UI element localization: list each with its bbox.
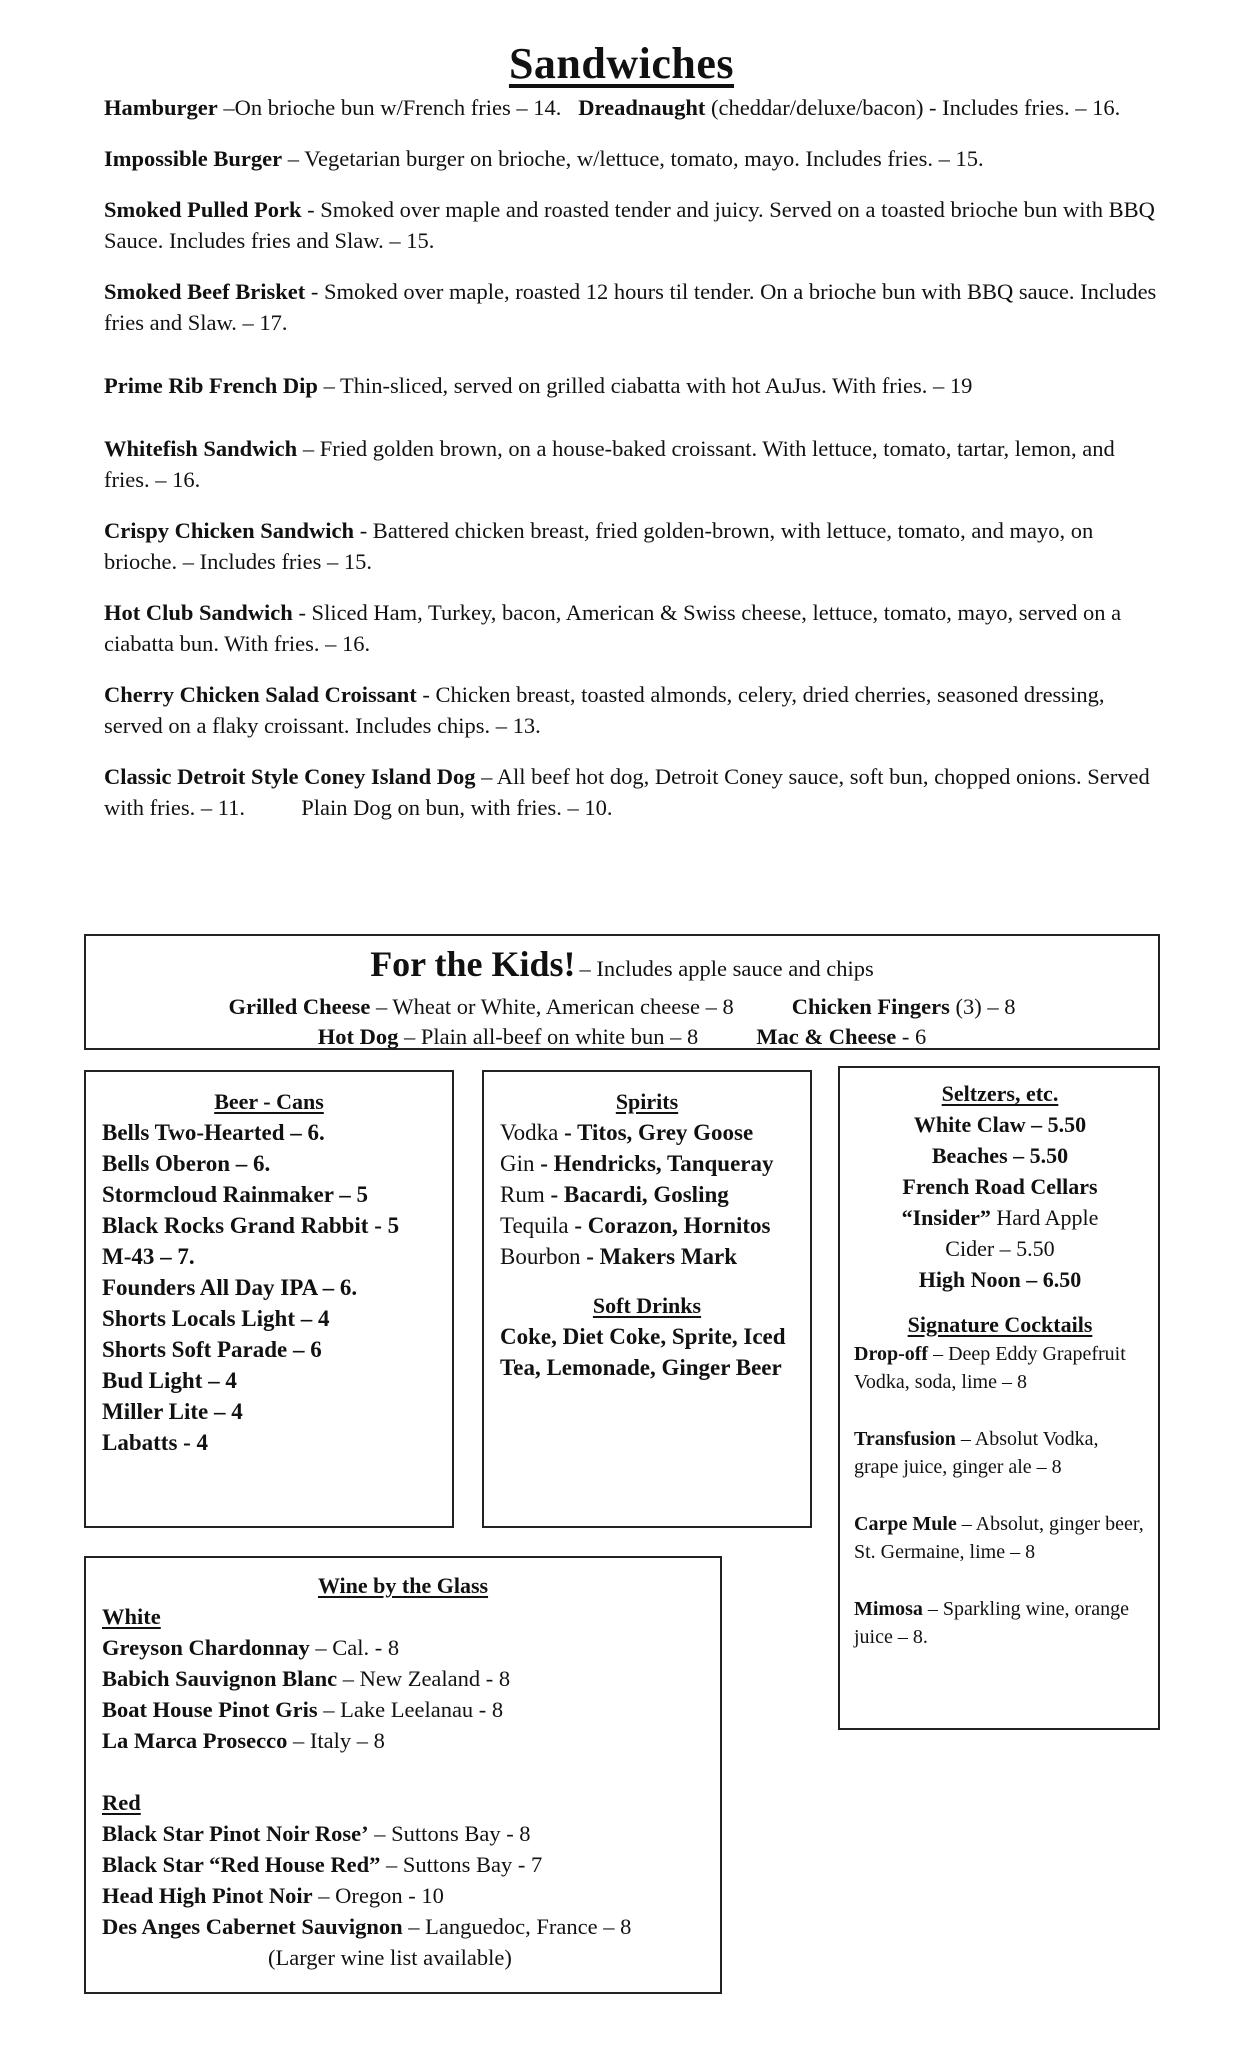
- cocktail-name: Transfusion: [854, 1428, 956, 1450]
- menu-item-coney-dog: [104, 761, 1164, 823]
- cocktail-item: [854, 1510, 1146, 1566]
- wine-name: La Marca Prosecco: [102, 1728, 288, 1753]
- kids-item-desc: – Plain all-beef on white bun – 8: [403, 1024, 699, 1049]
- soft-drinks-title: Soft Drinks: [592, 1293, 702, 1318]
- kids-item-name: Hot Dog: [317, 1024, 399, 1049]
- beer-item: Miller Lite – 4: [102, 1399, 243, 1424]
- spirit-item: [500, 1117, 810, 1148]
- item-desc: (cheddar/deluxe/bacon) - Includes fries. – 16.: [711, 95, 1121, 120]
- beer-item: Bud Light – 4: [102, 1368, 237, 1393]
- kids-item-name: Mac & Cheese: [756, 1024, 897, 1049]
- item-desc: – Thin-sliced, served on grilled ciabatta with hot AuJus. With fries. – 19: [323, 373, 973, 398]
- cocktail-name: Mimosa: [854, 1598, 923, 1620]
- menu-item-whitefish: [104, 433, 1164, 495]
- spirit-item: [500, 1148, 810, 1179]
- beer-cans-box: [84, 1070, 454, 1528]
- seltzer-item: White Claw – 5.50: [913, 1112, 1087, 1137]
- item-desc: - Smoked over maple, roasted 12 hours til tender. On a brioche bun with BBQ sauce. Includes fries and Slaw. – 17.: [104, 279, 1157, 335]
- spirit-item: [500, 1179, 810, 1210]
- kids-item-name: Grilled Cheese: [228, 994, 371, 1019]
- item-desc: – All beef hot dog, Detroit Coney sauce, soft bun, chopped onions. Served with fries. – 11.: [104, 764, 1150, 820]
- menu-item-crispy-chicken: [104, 515, 1164, 577]
- kids-item-desc: - 6: [901, 1024, 927, 1049]
- seltzer-item: French Road Cellars: [902, 1174, 1098, 1199]
- cocktail-item: [854, 1425, 1146, 1481]
- seltzer-item: [854, 1202, 1146, 1233]
- spirit-brands: - Hendricks, Tanqueray: [540, 1151, 774, 1176]
- menu-item-french-dip: [104, 370, 1164, 401]
- seltzer-item: Cider – 5.50: [945, 1236, 1055, 1261]
- wine-item: [102, 1694, 720, 1725]
- soft-drinks-list: Coke, Diet Coke, Sprite, Iced Tea, Lemonade, Ginger Beer: [500, 1324, 786, 1380]
- item-name: Classic Detroit Style Coney Island Dog: [104, 764, 476, 789]
- kids-item-name: Chicken Fingers: [791, 994, 950, 1019]
- seltzers-box: [838, 1066, 1160, 1730]
- item-desc: - Sliced Ham, Turkey, bacon, American & Swiss cheese, lettuce, tomato, mayo, served on a ciabatta bun. With fries. – 16.: [104, 600, 1122, 656]
- wine-desc: – Suttons Bay - 8: [374, 1821, 531, 1846]
- spirit-item: [500, 1210, 810, 1241]
- seltzer-list: [854, 1109, 1146, 1295]
- item-desc: –On brioche bun w/French fries – 14.: [223, 95, 562, 120]
- spirit-item: [500, 1241, 810, 1272]
- spirit-type: Rum: [500, 1182, 545, 1207]
- kids-item-desc: – Wheat or White, American cheese – 8: [375, 994, 734, 1019]
- wine-desc: – Italy – 8: [292, 1728, 385, 1753]
- spirit-type: Gin: [500, 1151, 535, 1176]
- page-title: Sandwiches: [508, 39, 735, 88]
- cocktail-name: Carpe Mule: [854, 1513, 957, 1535]
- wine-item: [102, 1818, 720, 1849]
- seltzer-item: High Noon – 6.50: [918, 1267, 1082, 1292]
- beer-item: Stormcloud Rainmaker – 5: [102, 1182, 368, 1207]
- spirit-type: Vodka: [500, 1120, 559, 1145]
- wine-name: Black Star “Red House Red”: [102, 1852, 381, 1877]
- seltzer-desc: Hard Apple: [996, 1205, 1099, 1230]
- spirit-type: Bourbon: [500, 1244, 581, 1269]
- wine-item: [102, 1849, 720, 1880]
- kids-subtitle: – Includes apple sauce and chips: [579, 956, 874, 981]
- menu-item-hot-club: [104, 597, 1164, 659]
- spirit-brands: - Titos, Grey Goose: [564, 1120, 754, 1145]
- item-desc: – Fried golden brown, on a house-baked croissant. With lettuce, tomato, tartar, lemon, and fries. – 16.: [104, 436, 1115, 492]
- spirit-brands: - Makers Mark: [586, 1244, 737, 1269]
- kids-row: [86, 992, 1158, 1022]
- beer-item: Black Rocks Grand Rabbit - 5: [102, 1213, 400, 1238]
- kids-title: For the Kids!: [370, 944, 576, 984]
- beer-item: Shorts Locals Light – 4: [102, 1306, 330, 1331]
- cocktail-list: [854, 1340, 1146, 1651]
- beer-item: Founders All Day IPA – 6.: [102, 1275, 358, 1300]
- item-name: Hot Club Sandwich: [104, 600, 293, 625]
- cocktail-desc: – Absolut Vodka, grape juice, ginger ale – 8: [854, 1428, 1099, 1478]
- cocktail-desc: – Deep Eddy Grapefruit Vodka, soda, lime – 8: [854, 1343, 1126, 1393]
- item-name: Smoked Pulled Pork: [104, 197, 302, 222]
- menu-item-beef-brisket: [104, 276, 1164, 338]
- wine-desc: – Lake Leelanau - 8: [323, 1697, 504, 1722]
- wine-desc: – Languedoc, France – 8: [408, 1914, 632, 1939]
- beer-item: Labatts - 4: [102, 1430, 209, 1455]
- beer-item: M-43 – 7.: [102, 1244, 195, 1269]
- wine-name: Des Anges Cabernet Sauvignon: [102, 1914, 403, 1939]
- item-name: Crispy Chicken Sandwich: [104, 518, 355, 543]
- item-extra: Plain Dog on bun, with fries. – 10.: [301, 795, 613, 820]
- item-name: Impossible Burger: [104, 146, 283, 171]
- cocktail-name: Drop-off: [854, 1343, 929, 1365]
- seltzers-title: Seltzers, etc.: [941, 1081, 1059, 1106]
- cocktail-desc: – Sparkling wine, orange juice – 8.: [854, 1598, 1129, 1648]
- wine-name: Boat House Pinot Gris: [102, 1697, 318, 1722]
- wine-title: Wine by the Glass: [317, 1573, 489, 1598]
- wine-box: [84, 1556, 722, 1994]
- item-name: Prime Rib French Dip: [104, 373, 318, 398]
- item-desc: - Smoked over maple and roasted tender and juicy. Served on a toasted brioche bun with BBQ Sauce. Includes fries and Slaw. – 15.: [104, 197, 1155, 253]
- wine-note: (Larger wine list available): [268, 1945, 512, 1970]
- cocktail-item: [854, 1340, 1146, 1396]
- wine-name: Babich Sauvignon Blanc: [102, 1666, 338, 1691]
- item-name: Cherry Chicken Salad Croissant: [104, 682, 417, 707]
- item-name: Smoked Beef Brisket: [104, 279, 306, 304]
- wine-item: [102, 1632, 720, 1663]
- menu-item-pulled-pork: [104, 194, 1164, 256]
- sandwich-list: [104, 92, 1164, 843]
- kids-row: [86, 1022, 1158, 1052]
- wine-item: [102, 1725, 720, 1756]
- seltzer-item: Beaches – 5.50: [931, 1143, 1069, 1168]
- spirit-brands: - Bacardi, Gosling: [550, 1182, 729, 1207]
- beer-title: Beer - Cans: [214, 1089, 324, 1114]
- wine-name: Head High Pinot Noir: [102, 1883, 313, 1908]
- spirits-title: Spirits: [615, 1089, 679, 1114]
- spirit-brands: - Corazon, Hornitos: [574, 1213, 771, 1238]
- wine-name: Greyson Chardonnay: [102, 1635, 310, 1660]
- cocktail-item: [854, 1595, 1146, 1651]
- item-name: Whitefish Sandwich: [104, 436, 298, 461]
- beer-item: Bells Oberon – 6.: [102, 1151, 271, 1176]
- wine-desc: – Cal. - 8: [315, 1635, 400, 1660]
- wine-white-label: White: [102, 1604, 161, 1629]
- item-name: Hamburger: [104, 95, 218, 120]
- kids-menu-box: [84, 934, 1160, 1050]
- wine-item: [102, 1880, 720, 1911]
- menu-item-hamburger: [104, 92, 1164, 123]
- item-desc: – Vegetarian burger on brioche, w/lettuce, tomato, mayo. Includes fries. – 15.: [287, 146, 984, 171]
- item-desc: - Chicken breast, toasted almonds, celery, dried cherries, seasoned dressing, served on a flaky croissant. Includes chips. – 13.: [104, 682, 1105, 738]
- wine-desc: – Suttons Bay - 7: [385, 1852, 543, 1877]
- item-desc: - Battered chicken breast, fried golden-brown, with lettuce, tomato, and mayo, on brioche. – Includes fries – 15.: [104, 518, 1094, 574]
- seltzer-quote: “Insider”: [901, 1205, 991, 1230]
- wine-name: Black Star Pinot Noir Rose’: [102, 1821, 369, 1846]
- cocktails-title: Signature Cocktails: [907, 1312, 1093, 1337]
- menu-item-cherry-chicken: [104, 679, 1164, 741]
- kids-item-desc: (3) – 8: [955, 994, 1016, 1019]
- cocktail-desc: – Absolut, ginger beer, St. Germaine, lime – 8: [854, 1513, 1144, 1563]
- beer-item: Bells Two-Hearted – 6.: [102, 1120, 325, 1145]
- spirit-type: Tequila: [500, 1213, 569, 1238]
- wine-item: [102, 1663, 720, 1694]
- wine-desc: – Oregon - 10: [318, 1883, 444, 1908]
- item-name: Dreadnaught: [578, 95, 706, 120]
- beer-item: Shorts Soft Parade – 6: [102, 1337, 322, 1362]
- wine-desc: – New Zealand - 8: [342, 1666, 511, 1691]
- spirits-box: [482, 1070, 812, 1528]
- wine-item: [102, 1911, 720, 1942]
- wine-red-label: Red: [102, 1790, 141, 1815]
- menu-item-impossible-burger: [104, 143, 1164, 174]
